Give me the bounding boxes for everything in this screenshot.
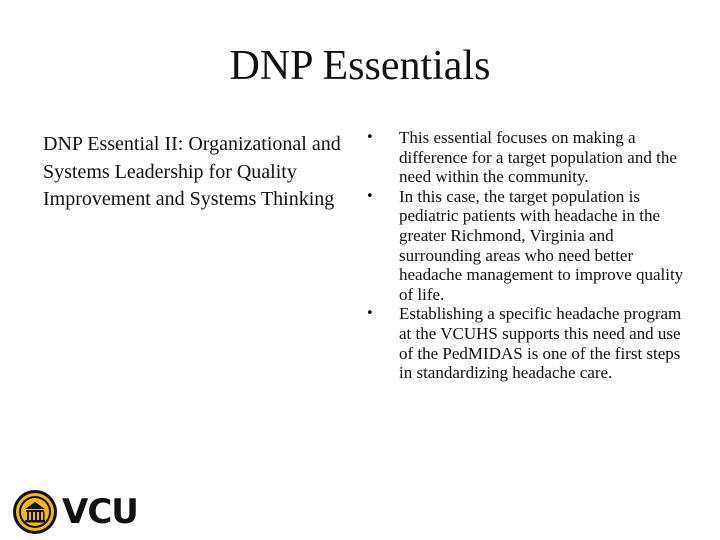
slide-title: DNP Essentials (229, 43, 491, 89)
bullet-item (362, 187, 692, 305)
bullet-text: In this case, the target population is pediatric patients with headache in the greater Richmond, Virginia and surrounding areas who need better headache management to improve quality of life. (399, 186, 684, 304)
left-text: DNP Essential II: Organizational and Systems Leadership for Quality Improvement and Systems Thinking (43, 133, 341, 210)
vcu-logo (12, 489, 138, 535)
vcu-wordmark: VCU (62, 492, 138, 532)
bullet-dot-icon: • (366, 188, 374, 204)
bullet-item (362, 304, 692, 382)
bullet-list (362, 128, 692, 383)
university-seal-icon (12, 489, 58, 535)
bullet-dot-icon: • (366, 130, 374, 145)
bullet-text: This essential focuses on making a difference for a target population and the need within the community. (399, 128, 677, 187)
bullet-text: Establishing a specific headache program at the VCUHS supports this need and use of the PedMIDAS is one of the first steps in standardizing headache care. (399, 304, 682, 383)
bullet-dot-icon: • (366, 306, 374, 322)
bullet-item (362, 128, 692, 187)
